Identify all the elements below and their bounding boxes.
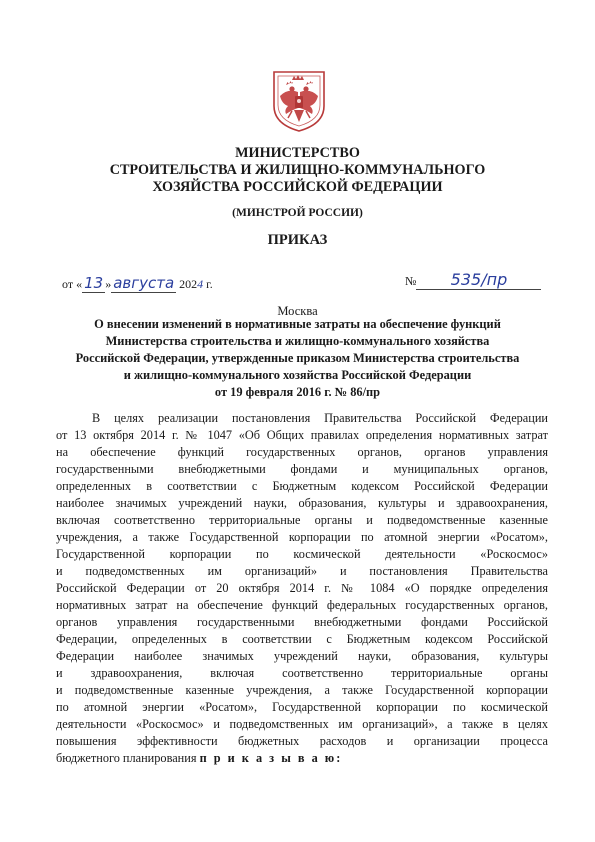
body-line: Российской Федерации от 20 октября 2014 г. № 1084 «О порядке определения <box>56 581 548 595</box>
coat-of-arms-emblem <box>270 68 328 134</box>
date-month-handwritten: августа <box>113 274 175 292</box>
order-title-line: Министерства строительства и жилищно-коммунального хозяйства <box>105 334 490 348</box>
body-line: определенных в соответствии с Бюджетным кодексом Российской Федерации <box>56 479 548 493</box>
body-line: включая соответственно территориальные органы и подведомственные казенные <box>56 513 548 527</box>
date-prefix: от « <box>62 277 83 291</box>
body-final-text: бюджетного планирования <box>56 751 200 765</box>
body-line: и подведомственных им организаций» и постановления Правительства <box>56 564 548 578</box>
date-year-last-digit: 4 <box>197 277 204 291</box>
body-line: от 13 октября 2014 г. № 1047 «Об Общих правилах определения нормативных затрат <box>56 428 548 442</box>
date-suffix: г. <box>203 277 213 291</box>
city: Москва <box>277 304 318 318</box>
date-mid: » <box>105 277 112 291</box>
number-label: № <box>405 274 417 288</box>
ministry-name-line-3: ХОЗЯЙСТВА РОССИЙСКОЙ ФЕДЕРАЦИИ <box>152 179 443 195</box>
ministry-short-name: (МИНСТРОЙ РОССИИ) <box>232 207 363 219</box>
body-line: повышения эффективности бюджетных расходов и организации процесса <box>56 734 548 748</box>
body-line: нормативных затрат на обеспечение функций федеральных государственных органов, <box>56 598 548 612</box>
order-date <box>62 274 213 292</box>
body-line: Государственной корпорации по космической деятельности «Роскосмос» <box>56 547 548 561</box>
order-title-line: О внесении изменений в нормативные затраты на обеспечение функций <box>94 317 501 331</box>
body-line: органов управления государственными внебюджетными фондами Российской <box>56 615 548 629</box>
order-title-line: Российской Федерации, утвержденные приказом Министерства строительства <box>75 351 520 365</box>
document-type: ПРИКАЗ <box>267 232 328 248</box>
body-line: Федерации, определенных в соответствии с Бюджетным кодексом Российской <box>56 632 548 646</box>
date-year-prefix: 202 <box>176 277 198 291</box>
body-line: наиболее значимых учреждений науки, образования, культуры и здравоохранения, <box>56 496 548 510</box>
body-line: на обеспечение функций государственных органов, органов управления <box>56 445 548 459</box>
body-line-final <box>56 750 548 767</box>
order-title-line: от 19 февраля 2016 г. № 86/пр <box>214 385 381 399</box>
order-command-word: п р и к а з ы в а ю: <box>199 751 343 765</box>
body-line: учреждения, а также Государственной корпорации по атомной энергии «Росатом», <box>56 530 548 544</box>
body-line: В целях реализации постановления Правительства Российской Федерации <box>92 411 548 425</box>
order-title-line: и жилищно-коммунального хозяйства Российской Федерации <box>123 368 472 382</box>
order-number <box>405 270 541 290</box>
body-line: по атомной энергии «Росатом», Государственной корпорации по космической <box>56 700 548 714</box>
body-line: и подведомственные казенные учреждения, а также Государственной корпорации <box>56 683 548 697</box>
ministry-name-line-2: СТРОИТЕЛЬСТВА И ЖИЛИЩНО-КОММУНАЛЬНОГО <box>109 162 486 178</box>
ministry-name-line-1: МИНИСТЕРСТВО <box>235 145 360 161</box>
date-day-handwritten: 13 <box>84 274 104 292</box>
body-line: деятельности «Роскосмос» и подведомственных им организаций», а также в целях <box>56 717 548 731</box>
number-value-handwritten: 535/пр <box>416 270 541 290</box>
body-line: государственными внебюджетными фондами и муниципальных органов, <box>56 462 548 476</box>
body-line: Федерации наиболее значимых учреждений науки, образования, культуры <box>56 649 548 663</box>
body-line: и здравоохранения, включая соответственно территориальные органы <box>56 666 548 680</box>
